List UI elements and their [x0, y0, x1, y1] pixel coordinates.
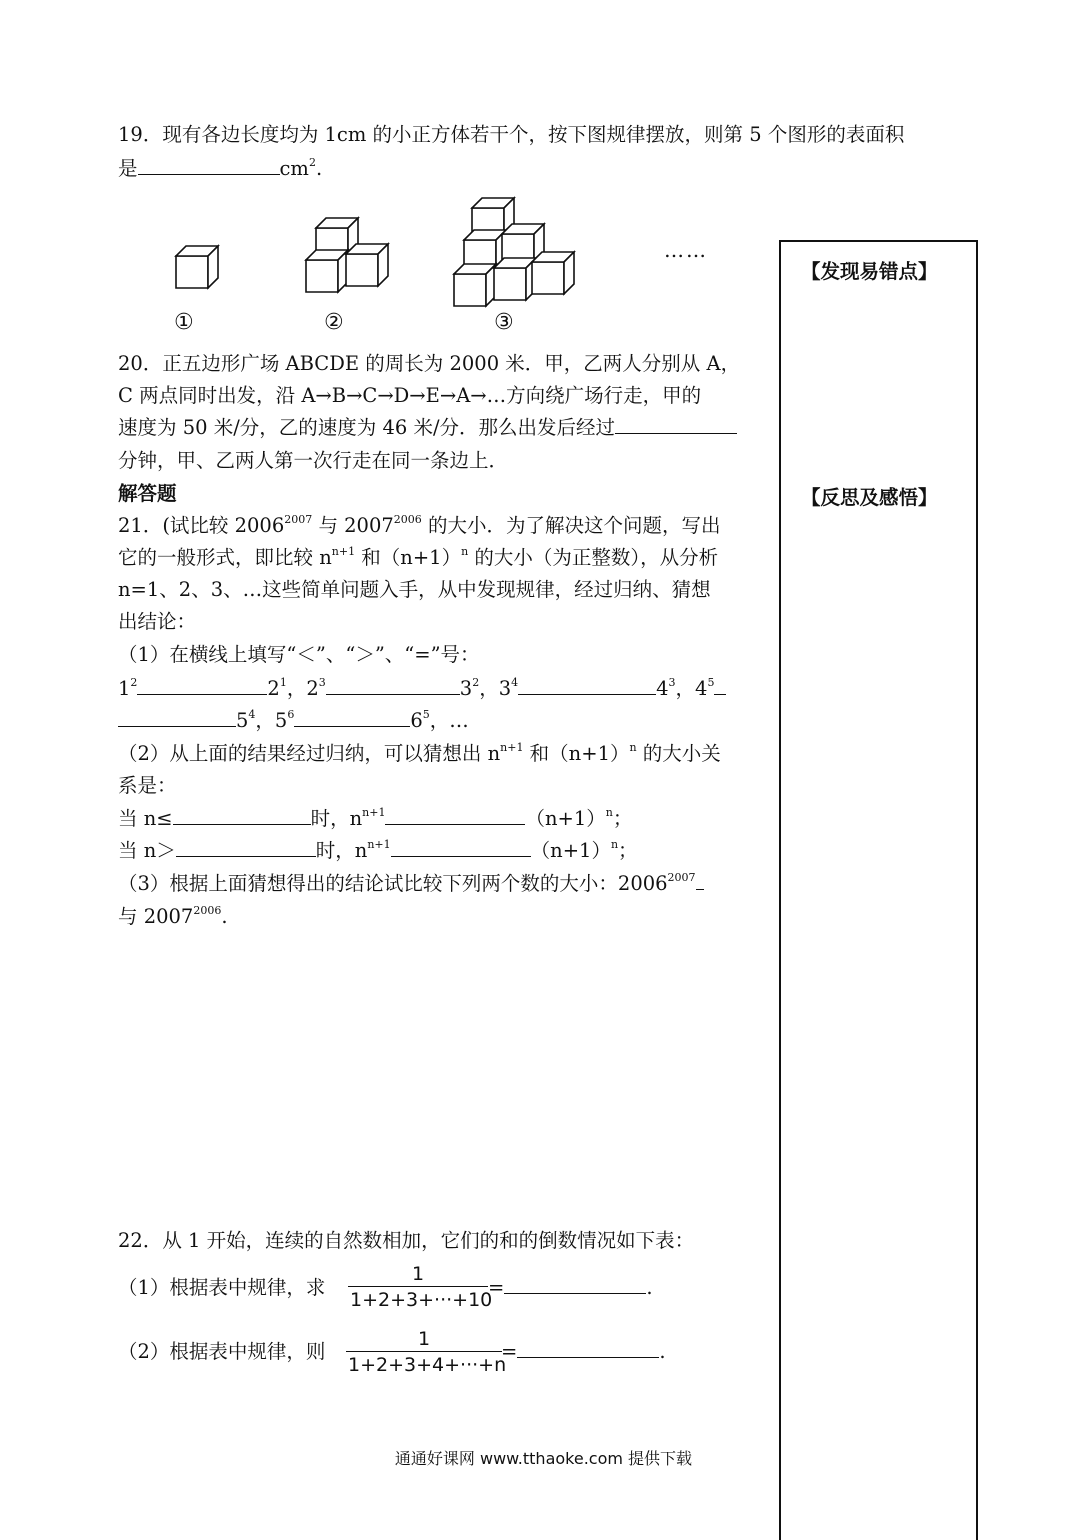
- power-exp: 3: [668, 676, 676, 689]
- q21-exp: 2007: [667, 871, 696, 884]
- q20-line4: 分钟，甲、乙两人第一次行走在同一条边上．: [118, 449, 509, 472]
- page-footer: 通通好课网 www.tthaoke.com 提供下载: [394, 1449, 693, 1468]
- q21-l2-text: 它的一般形式，即比较 n: [118, 546, 332, 569]
- fraction-numerator: 1: [417, 1328, 431, 1350]
- cond-text: （n+1）: [525, 807, 606, 830]
- sidebar-heading-mistakes: 【发现易错点】: [801, 260, 938, 283]
- q22-part1-answer: [488, 1276, 653, 1300]
- cond-exp: n+1: [367, 838, 391, 851]
- q20-line2: C 两点同时出发，沿 A→B→C→D→E→A→…方向绕广场行走，甲的: [118, 384, 702, 407]
- equals-sign: =: [501, 1340, 518, 1363]
- q22-part2-answer: [501, 1340, 666, 1364]
- q21-line3: n=1、2、3、…这些简单问题入手，从中发现规律，经过归纳、猜想: [118, 578, 711, 601]
- cond-text: ；: [612, 807, 633, 830]
- q21-exp: n: [629, 741, 637, 754]
- q21-line2: [118, 546, 718, 570]
- fraction-denominator: 1+2+3+4+···+n: [346, 1351, 502, 1378]
- q21-exp: n+1: [500, 741, 524, 754]
- power-exp: 2: [472, 676, 480, 689]
- power-exp: 4: [248, 708, 256, 721]
- power-base: 5: [236, 709, 249, 732]
- power-base: 4: [656, 677, 669, 700]
- cond-text: 当 n＞: [118, 839, 176, 862]
- q21-p3-text: .: [221, 905, 228, 928]
- figure-label-2: ②: [324, 310, 344, 335]
- q22-part2-prefix: （2）根据表中规律，则: [118, 1340, 326, 1363]
- q22-line1: 22．从 1 开始，连续的自然数相加，它们的和的倒数情况如下表：: [118, 1229, 695, 1252]
- q19-unit-exp: 2: [308, 156, 316, 169]
- q21-exp: n+1: [331, 545, 356, 558]
- power-exp: 4: [511, 676, 519, 689]
- power-base: ，3: [479, 677, 512, 700]
- q22-answer-blank-1[interactable]: [504, 1277, 646, 1294]
- row-end-ellipsis: ，…: [429, 709, 469, 732]
- condition-blank-2[interactable]: [176, 840, 316, 857]
- power-base: ，2: [286, 677, 319, 700]
- q22-answer-blank-2[interactable]: [517, 1341, 659, 1358]
- q21-compare-row2: [118, 709, 469, 733]
- q22-part1-prefix: （1）根据表中规律，求: [118, 1276, 326, 1299]
- compare-blank-2[interactable]: [326, 678, 460, 695]
- q21-p2-text: 和（n+1）: [523, 742, 630, 765]
- cond-exp: n: [605, 806, 613, 819]
- cube: [176, 246, 218, 288]
- q19-unit: cm: [279, 157, 309, 180]
- q22-fraction-2: [346, 1327, 507, 1378]
- cube-figures: [160, 190, 600, 315]
- cond-text: （n+1）: [530, 839, 611, 862]
- compare-blank-3[interactable]: [518, 678, 656, 695]
- q20-line3-text: 速度为 50 米/分，乙的速度为 46 米/分．那么出发后经过: [118, 416, 616, 439]
- cond-exp: n+1: [362, 806, 386, 819]
- power-base: 1: [118, 677, 131, 700]
- power-base: 6: [410, 709, 423, 732]
- q21-exp: n: [461, 545, 469, 558]
- cube: [494, 258, 536, 300]
- power-exp: 6: [287, 708, 295, 721]
- q21-part3-line1: [118, 872, 704, 896]
- power-exp: 1: [279, 676, 287, 689]
- figure-label-1: ①: [174, 310, 194, 335]
- q21-l2-text: 的大小（为正整数），从分析: [468, 546, 719, 569]
- q21-condition-1: [118, 807, 632, 831]
- q19-prefix: 是: [118, 157, 138, 180]
- q21-line4: 出结论：: [118, 610, 197, 633]
- q21-p2-text: 的大小关: [636, 742, 721, 765]
- q21-exp: 2006: [393, 513, 422, 526]
- relation-blank-1[interactable]: [385, 808, 525, 825]
- figure-ellipsis: ……: [664, 238, 708, 262]
- q21-l1-text: 与 2007: [312, 514, 394, 537]
- q20-line3: [118, 416, 737, 440]
- power-exp: 5: [707, 676, 715, 689]
- q21-exp: 2006: [193, 904, 222, 917]
- q22-fraction-1: [348, 1262, 493, 1313]
- q20-answer-blank[interactable]: [615, 417, 737, 434]
- power-exp: 2: [130, 676, 138, 689]
- figure-label-3: ③: [494, 310, 514, 335]
- fraction-denominator: 1+2+3+···+10: [348, 1286, 488, 1313]
- cube: [346, 244, 388, 286]
- section-heading: 解答题: [118, 482, 177, 505]
- q19-line2: [118, 157, 322, 181]
- relation-blank-2[interactable]: [391, 840, 531, 857]
- notes-sidebar: [779, 240, 978, 1540]
- q21-line1: [118, 514, 720, 538]
- q21-l2-text: 和（n+1）: [355, 546, 462, 569]
- power-exp: 5: [422, 708, 430, 721]
- power-base: 2: [267, 677, 280, 700]
- fraction-numerator: 1: [411, 1263, 425, 1285]
- q19-answer-blank[interactable]: [138, 158, 280, 175]
- q21-p3-text: 与 2007: [118, 905, 194, 928]
- q21-exp: 2007: [284, 513, 313, 526]
- compare-blank-1[interactable]: [137, 678, 267, 695]
- cond-exp: n: [610, 838, 619, 851]
- sidebar-heading-reflection: 【反思及感悟】: [801, 486, 938, 509]
- q21-l1-text: 21．(试比较 2006: [118, 514, 285, 537]
- cond-text: 当 n≤: [118, 807, 173, 830]
- cube: [306, 250, 348, 292]
- q21-part1-prompt: （1）在横线上填写“＜”、“＞”、“=”号：: [118, 643, 480, 666]
- period: .: [659, 1340, 666, 1363]
- q20-line1: 20．正五边形广场 ABCDE 的周长为 2000 米．甲，乙两人分别从 A，: [118, 352, 741, 375]
- power-base: ，4: [675, 677, 708, 700]
- q21-part2-line1: [118, 742, 721, 766]
- period: .: [646, 1276, 653, 1299]
- power-base: ，5: [255, 709, 288, 732]
- compare-blank-5[interactable]: [294, 710, 410, 727]
- q21-part2-line2: 系是：: [118, 774, 177, 797]
- cube: [532, 252, 574, 294]
- power-exp: 3: [318, 676, 326, 689]
- condition-blank-1[interactable]: [173, 808, 311, 825]
- q21-l1-text: 的大小．为了解决这个问题，写出: [421, 514, 721, 537]
- q21-compare-row1: [118, 677, 726, 701]
- q19-line1: 19．现有各边长度均为 1cm 的小正方体若干个，按下图规律摆放，则第 5 个图形的表面积: [118, 123, 905, 146]
- cond-text: ；: [618, 839, 638, 862]
- cond-text: 时，n: [310, 807, 363, 830]
- q21-condition-2: [118, 839, 638, 863]
- q19-period: .: [315, 157, 323, 180]
- cube: [454, 264, 496, 306]
- cond-text: 时，n: [315, 839, 368, 862]
- part3-blank[interactable]: [696, 873, 704, 890]
- equals-sign: =: [488, 1276, 505, 1299]
- q21-part3-line2: [118, 905, 228, 929]
- power-base: 3: [459, 677, 473, 700]
- compare-blank-4-cont[interactable]: [118, 710, 236, 727]
- q21-p3-text: （3）根据上面猜想得出的结论试比较下列两个数的大小：2006: [118, 872, 668, 895]
- q21-p2-text: （2）从上面的结果经过归纳，可以猜想出 n: [118, 742, 501, 765]
- compare-blank-4-start[interactable]: [714, 678, 726, 695]
